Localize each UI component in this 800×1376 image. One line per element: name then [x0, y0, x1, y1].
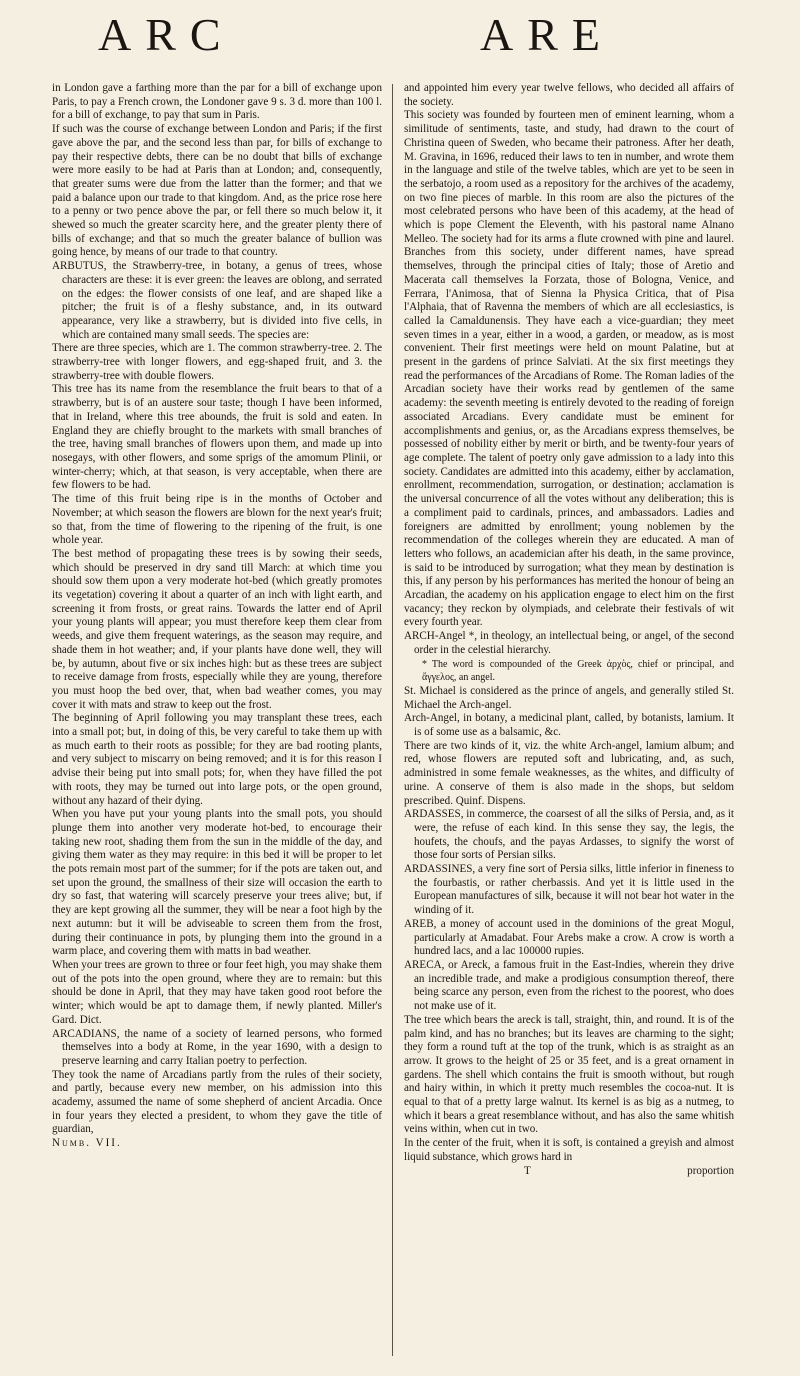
footnote: * The word is compounded of the Greek ἀρχὸς, chief or principal, and ἄγγελος, an angel. [422, 658, 734, 684]
catchword: proportion [687, 1164, 734, 1177]
entry-arcadians: ARCADIANS, the name of a society of learned persons, who formed themselves into a body at Rome, in the year 1690, with a design to preserve learning and carry Italian poetry to perfection. [52, 1027, 382, 1067]
paragraph: The tree which bears the areck is tall, straight, thin, and round. It is of the palm kind, and has no branches; but its leaves are charming to the sight; they form a round tuft at the top of the trunk, which is as straight as an arrow. It grows to the height of 25 or 35 feet, and is a great ornament in gardens. The shell which contains the fruit is smooth without, but rough and hairy within, in which it pretty much resembles the cocoa-nut. It is equal to that of a pretty large walnut. Its kernel is as big as a nutmeg, to which it bears a great resemblance without, and has also the same whitish veins within, when cut in two. [404, 1013, 734, 1136]
paragraph: in London gave a farthing more than the par for a bill of exchange upon Paris, to pay a French crown, the Londoner gave 9 s. 3 d. more than 100 l. for a bill of exchange, to pay that sum in Paris. [52, 82, 382, 122]
paragraph: The beginning of April following you may transplant these trees, each into a small pot; but, in doing of this, be very careful to take them up with as much earth to their roots as possible; for they are bad rooting plants, and very subject to miscarry on being removed; and it is for this reason I advise their being put into small pots; for, when they have filled the pot with roots, they may be turned out into large pots, or the open ground, without any hazard of their dying. [52, 712, 382, 807]
entry-ardasses: ARDASSES, in commerce, the coarsest of all the silks of Persia, and, as it were, the refuse of each kind. In this sense they say, the legis, the houfets, the choufs, and the payas Ardasses, to signify the worst of those four sorts of Persian silks. [404, 808, 734, 862]
signature-letter: T [524, 1164, 531, 1177]
signature-mark: Numb. VII. [52, 1137, 122, 1150]
entry-ardassines: ARDASSINES, a very fine sort of Persia silks, little inferior in fineness to the fourbastis, or rather cherbassis. And yet it is little used in the European manufactures of silk, because it will not bear hot water in the winding of it. [404, 863, 734, 917]
page-header [0, 8, 800, 68]
entry-areca: ARECA, or Areck, a famous fruit in the East-Indies, wherein they drive an incredible trade, and make a prodigious consumption thereof, there being scarce any person, even from the richest to the poorest, who does not make use of it. [404, 959, 734, 1013]
entry-areb: AREB, a money of account used in the dominions of the great Mogul, particularly at Amadabat. Four Arebs make a crow. A crow is worth a hundred lacs, and a lac 100000 rupies. [404, 917, 734, 958]
paragraph: This society was founded by fourteen men of eminent learning, whom a similitude of sentiments, taste, and study, had drawn to the court of Christina queen of Sweden, who became their patroness. After her death, M. Gravina, in 1696, reduced their laws to ten in number, and wrote them in the language and stile of the twelve tables, which are yet to be seen in the serbatojo, a room used as a repository for the archives of the academy, on two fine pieces of marble. In this room are also the pictures of the most celebrated persons who have been of this academy, at the head of which is pope Clement the Eleventh, with his pastoral name Alnano Melleo. The society had for its arms a flute crowned with pine and laurel. Branches from this society, under different names, have spread themselves, through the principal cities of Italy; those of Aretio and Macerata call themselves la Forzata, those of Bologna, Venice, and Ferrara, l'Animosa, that of Sienna la Physica Critica, that of Pisa l'Alphaia, that of Ravenna the members of which are all ecclesiastics, is called la Camaldunensis. They have each a vice-guardian; they meet seven times in a year, either in a wood, a garden, or meadow, as is most convenient. Their first meetings were held on mount Palatine, but at present in the gardens of prince Salviati. At the six first meetings they read the performances of the Arcadians of Rome. The Roman ladies of the Arcadian society have their works read by gentlemen of the same academy: the seventh meeting is entirely devoted to the reading of foreign associated Arcadians. Every candidate must be eminent for accomplishments and genius, or, as the Arcadians express themselves, be possessed of nobility either by merit or birth, and be twenty-four years of age complete. The talent of poetry only gave admission to a lady into this society. Candidates are admitted into this academy, either by acclamation, enrollment, recommendation, surrogation, or destination; acclamation is the universal concurrence of all the votes without any deliberation; this is a compliment paid to cardinals, princes, and ambassadors. Ladies and foreigners are admitted by enrollment; young noblemen by the recommendation of the colleges wherein they are educated. A man of letters who follows, an academician after his death, in the same province, is said to be introduced by surrogation; what they mean by destination is this, if any person by his performances has merited the honour of being an Arcadian, the academy on his application engage to elect him on the first vacancy; they reckon by olympiads, and celebrate their festivals of wit every fourth year. [404, 109, 734, 629]
paragraph: When your trees are grown to three or four feet high, you may shake them out of the pots into the open ground, where they are to remain: but this should be done in April, that they may have taken good root before the winter; which would be apt to damage them, if newly planted. Miller's Gard. Dict. [52, 959, 382, 1026]
paragraph: In the center of the fruit, when it is soft, is contained a greyish and almost liquid substance, which grows hard in [404, 1137, 734, 1163]
paragraph: This tree has its name from the resemblance the fruit bears to that of a strawberry, but is of an austere sour taste; though I have been informed, that in Ireland, where this tree abounds, the fruit is sold and eaten. In England they are chiefly brought to the markets with small branches of the tree, having small branches of flowers upon them, and made up into nosegays, with other flowers, and some sprigs of the amomum Plinii, or winter-cherry; which, at that season, is very acceptable, when there are few flowers to be had. [52, 383, 382, 492]
paragraph: There are two kinds of it, viz. the white Arch-angel, lamium album; and red, whose flowers are reputed soft and lubricating, and, as such, administred in some female weaknesses, as the whites, and difficulty of urine. A conserve of them is also made in the shops, but seldom prescribed. Quinf. Dispens. [404, 739, 734, 807]
right-footer [404, 1165, 734, 1179]
left-footer [52, 1137, 382, 1151]
paragraph: The best method of propagating these trees is by sowing their seeds, which should be preserved in dry sand till March: at which time you should sow them upon a very moderate hot-bed (which greatly promotes its vegetation) covering it about a quarter of an inch with light earth, and screening it from frosts, or great rains. Towards the latter end of April your young plants will appear; you must therefore keep them clear from weeds, and give them frequent waterings, as the season may require, and shade them in hot weather; and, if your plants have done well, they will be, by autumn, about five or six inches high: but as these trees are subject to receive damage from frosts, especially while they are young, therefore you must hoop the bed over, that, when bad weather comes, you may cover it with mats and straw to keep out the frost. [52, 547, 382, 711]
running-head-left: ARC [98, 9, 235, 60]
entry-arch-angel-botany: Arch-Angel, in botany, a medicinal plant, called, by botanists, lamium. It is of some use as a balsamic, &c. [404, 712, 734, 739]
paragraph: St. Michael is considered as the prince of angels, and generally stiled St. Michael the Arch-angel. [404, 684, 734, 711]
right-column [404, 82, 734, 1352]
left-column [52, 82, 382, 1352]
paragraph: They took the name of Arcadians partly from the rules of their society, and partly, because every new member, on his admission into this academy, assumed the name of some shepherd of ancient Arcadia. Once in four years they elected a president, to whom they gave the title of guardian, [52, 1068, 382, 1136]
paragraph: There are three species, which are 1. The common strawberry-tree. 2. The strawberry-tree with longer flowers, and egg-shaped fruit, and 3. the strawberry-tree with double flowers. [52, 342, 382, 382]
entry-arch-angel: ARCH-Angel *, in theology, an intellectual being, or angel, of the second order in the celestial hierarchy. [404, 630, 734, 656]
running-head-right: ARE [480, 9, 614, 60]
entry-arbutus: ARBUTUS, the Strawberry-tree, in botany, a genus of trees, whose characters are these: it is ever green: the leaves are oblong, and serrated on the edges: the flower consists of one leaf, and are shaped like a pitcher; the fruit is of a fleshy substance, and, in its outward appearance, very like a strawberry, but is divided into five cells, in which are contained many small seeds. The species are: [52, 260, 382, 341]
paragraph: If such was the course of exchange between London and Paris; if the first gave above the par, and the second less than par, for bills of exchange to pay their respective debts, there can be no doubt that bills of exchange were more easily to be had at Paris than at London; and, consequently, that greater sums were due from the latter than the former; and that we paid a balance upon our trade to that kingdom. And, as the price rose here to a penny or two pence above the par, or fell there so much below it, it shewed so much the greater scarcity here, and the greater plenty there of bills of exchange; and that so much the greater balance of bullion was going hence, by means of our trade to that country. [52, 123, 382, 259]
paragraph: and appointed him every year twelve fellows, who decided all affairs of the society. [404, 82, 734, 108]
column-rule [392, 84, 393, 1356]
paragraph: The time of this fruit being ripe is in the months of October and November; at which season the flowers are blown for the next year's fruit; so that, from the time of flowering to the ripening of the fruit, is one whole year. [52, 493, 382, 547]
paragraph: When you have put your young plants into the small pots, you should plunge them into another very moderate hot-bed, to encourage their taking new root, shading them from the sun in the middle of the day, and giving them water as they may require: in this bed it will be proper to let the pots remain most part of the summer; for if the pots are taken out, and set upon the ground, the smallness of their size will occasion the earth to dry so fast, that watering will scarcely preserve your trees alive; but, if they are kept growing all the summer, they will be near a foot high by the next autumn: but it will be adviseable to screen them from the frost, during their continuance in pots, by plunging them into the ground in a warm place, and covering them with matts in bad weather. [52, 808, 382, 958]
